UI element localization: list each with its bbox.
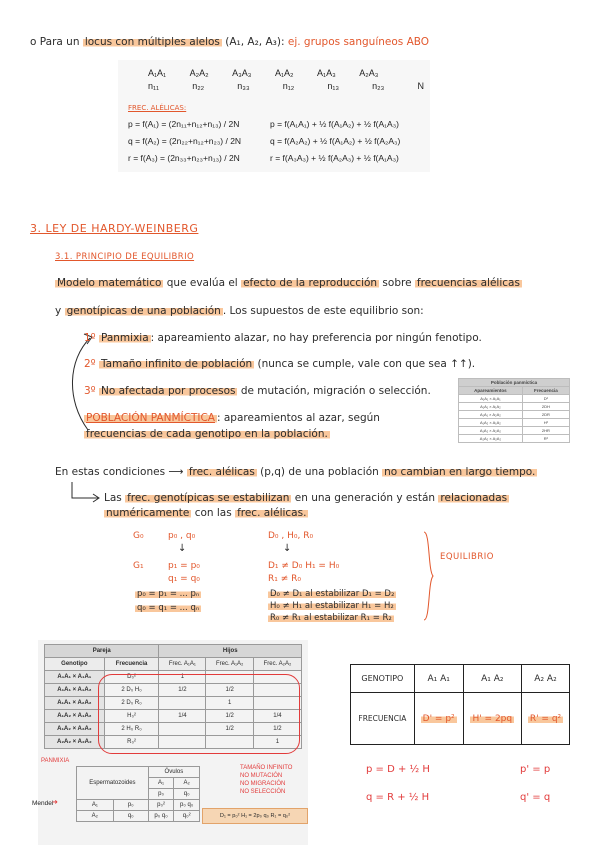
cross-table-panel bbox=[32, 640, 308, 845]
hl-allelic: frecuencias alélicas bbox=[416, 277, 520, 289]
cell: p₀ bbox=[113, 800, 148, 811]
eq-g0: G₀ bbox=[133, 531, 144, 541]
genotype-cell: A₁A₁ bbox=[148, 68, 167, 78]
hw-head: A₁ A₁ bbox=[414, 665, 463, 693]
cell: A₁ bbox=[77, 800, 114, 811]
eq-stab-2 bbox=[268, 601, 396, 611]
genotype-box bbox=[118, 60, 430, 172]
count-cell: n₃₃ bbox=[237, 81, 250, 91]
hl: No afectada por procesos bbox=[100, 385, 236, 397]
count-cell: n₁₁ bbox=[148, 81, 160, 91]
intro-text1: Para un bbox=[39, 36, 80, 48]
text: : apareamientos al azar, según bbox=[216, 412, 380, 424]
cell: 1/2 bbox=[159, 684, 206, 697]
eq-p bbox=[135, 589, 201, 599]
cell: 1/4 bbox=[159, 710, 206, 723]
cell: H² bbox=[522, 419, 569, 427]
hl: Panmixia bbox=[100, 332, 149, 344]
cell: R² bbox=[522, 435, 569, 443]
hl: numéricamente bbox=[106, 507, 190, 519]
formula: p = f(A₁) = (2n₁₁+n₁₂+n₁₃) / 2N bbox=[128, 119, 240, 129]
hl-effect: efecto de la reproducción bbox=[243, 277, 378, 289]
cell: p₀ q₀ bbox=[148, 811, 174, 822]
genotype-cell: A₁A₃ bbox=[317, 68, 336, 78]
sub-head: Genotipo bbox=[45, 658, 105, 671]
formula-q: q = R + ½ H bbox=[366, 792, 430, 803]
cell: 1/2 bbox=[206, 723, 254, 736]
hw-row-label: FRECUENCIA bbox=[351, 693, 415, 745]
text: y bbox=[55, 305, 62, 317]
cell: A₁A₂ × A₁A₂ bbox=[459, 419, 523, 427]
formula: r = f(A₃A₃) + ½ f(A₂A₃) + ½ f(A₁A₃) bbox=[270, 153, 399, 163]
cell: 1 bbox=[206, 697, 254, 710]
text: H₀ ≠ H₁ al estabilizar H₁ = H₂ bbox=[270, 601, 394, 611]
cell: Espermatozoides bbox=[77, 767, 149, 800]
cell: 1/4 bbox=[253, 710, 301, 723]
eq-r-g1-val1: D₁ ≠ D₀ H₁ = H₀ bbox=[268, 561, 340, 571]
genotype-row bbox=[148, 68, 418, 78]
count-cell: n₂₃ bbox=[372, 81, 385, 91]
genotype-cell: A₁A₂ bbox=[274, 68, 294, 78]
eq-q bbox=[135, 603, 201, 613]
text: de mutación, migración o selección. bbox=[240, 385, 431, 397]
formula: r = f(A₃) = (2n₃₃+n₂₃+n₁₃) / 2N bbox=[128, 153, 240, 163]
cell: A₁A₁ × A₁A₂ bbox=[459, 403, 523, 411]
condition: NO MUTACIÓN bbox=[240, 773, 283, 779]
cell: D² bbox=[522, 395, 569, 403]
sub-head: Frec. A₁A₂ bbox=[206, 658, 254, 671]
num: 1º bbox=[84, 332, 96, 344]
genotype-cell: A₂A₃ bbox=[359, 68, 379, 78]
formula: q = f(A₂) = (2n₂₂+n₁₂+n₂₃) / 2N bbox=[128, 136, 242, 146]
conditions-line3 bbox=[104, 507, 308, 519]
hw-value bbox=[522, 693, 570, 745]
genotype-cell: A₃A₃ bbox=[232, 68, 252, 78]
mini-title: Población panmíctica bbox=[459, 379, 570, 387]
eq-stab-3 bbox=[268, 613, 394, 623]
eq-r-g1-val2: R₁ ≠ R₀ bbox=[268, 574, 301, 584]
panmictic-line2 bbox=[84, 428, 330, 440]
hw-value bbox=[414, 693, 463, 745]
text: Las bbox=[104, 492, 122, 504]
mini-head: Apareamientos bbox=[459, 387, 523, 395]
hl: relacionadas bbox=[440, 492, 508, 504]
text: (p,q) de una población bbox=[260, 466, 379, 478]
brace-icon bbox=[422, 530, 436, 622]
condition: NO MIGRACIÓN bbox=[240, 781, 286, 787]
intro-alleles: (A₁, A₂, A₃): bbox=[225, 36, 285, 48]
formula-p: p = D + ½ H bbox=[366, 764, 430, 775]
count-row bbox=[148, 81, 424, 91]
num: 2º bbox=[84, 358, 96, 370]
hw-head: A₁ A₂ bbox=[463, 665, 521, 693]
hl: frec. alélicas. bbox=[237, 507, 307, 519]
text: En estas condiciones bbox=[55, 466, 166, 478]
cell: D₀² bbox=[104, 671, 159, 684]
head-pareja: Pareja bbox=[45, 645, 159, 658]
hw-conditions bbox=[240, 764, 292, 796]
text: frecuencias de cada genotipo en la población. bbox=[86, 428, 328, 440]
panmictic-mini-table bbox=[458, 378, 570, 443]
cell: 2 H₀ R₀ bbox=[104, 723, 159, 736]
mendel-table bbox=[76, 766, 200, 822]
down-arrow-icon: ↓ bbox=[178, 543, 187, 554]
formula: p = f(A₁A₁) + ½ f(A₁A₂) + ½ f(A₁A₃) bbox=[270, 119, 400, 129]
text: p₀ = p₁ = ... pₙ bbox=[137, 589, 200, 599]
cell: Óvulos bbox=[148, 767, 199, 778]
hw-head: A₂ A₂ bbox=[522, 665, 570, 693]
text: con las bbox=[194, 507, 232, 519]
text: que evalúa el bbox=[166, 277, 238, 289]
genotype-cell: A₂A₂ bbox=[189, 68, 209, 78]
mini-head: Frecuencia bbox=[522, 387, 569, 395]
intro-example: ej. grupos sanguíneos ABO bbox=[287, 36, 430, 48]
cell: 1/2 bbox=[206, 684, 254, 697]
sub-head: Frec. A₁A₁ bbox=[159, 658, 206, 671]
hl: Tamaño infinito de población bbox=[100, 358, 253, 370]
cell: A₁A₁ × A₁A₂ bbox=[45, 684, 105, 697]
hw-value bbox=[463, 693, 521, 745]
text: . Los supuestos de este equilibrio son: bbox=[222, 305, 424, 317]
result-box: D₁ = p₀² H₁ = 2p₀ q₀ R₁ = q₀² bbox=[202, 808, 308, 824]
cell: A₁A₂ × A₂A₂ bbox=[459, 427, 523, 435]
eq-stab-1 bbox=[268, 589, 396, 599]
count-cell: n₁₃ bbox=[327, 81, 340, 91]
cell: A₂ bbox=[77, 811, 114, 822]
hw-head: GENOTIPO bbox=[351, 665, 415, 693]
cell: 1 bbox=[159, 671, 206, 684]
text: q₀ = q₁ = ... qₙ bbox=[137, 603, 200, 613]
text: sobre bbox=[382, 277, 412, 289]
cell: A₁A₁ × A₂A₂ bbox=[45, 697, 105, 710]
text: (nunca se cumple, vale con que sea ↑↑). bbox=[257, 358, 476, 370]
formula-q2: q' = q bbox=[520, 792, 551, 803]
cell: q₀ bbox=[113, 811, 148, 822]
cell: p₀ bbox=[148, 789, 174, 800]
cell: 2DH bbox=[522, 403, 569, 411]
cell: q₀² bbox=[174, 811, 200, 822]
eq-g1-val2: q₁ = q₀ bbox=[168, 574, 200, 584]
panmictic-title: POBLACIÓN PANMÍCTICA bbox=[86, 412, 215, 424]
formula: q = f(A₂A₂) + ½ f(A₁A₂) + ½ f(A₂A₃) bbox=[270, 136, 401, 146]
cell: 1/2 bbox=[253, 723, 301, 736]
cell: 2 D₀ R₀ bbox=[104, 697, 159, 710]
text: H' = 2pq bbox=[472, 713, 513, 724]
cell: A₂A₂ × A₂A₂ bbox=[45, 736, 105, 749]
cell: R₀² bbox=[104, 736, 159, 749]
turn-arrow-icon bbox=[68, 482, 102, 504]
cell: A₁A₂ × A₁A₂ bbox=[45, 710, 105, 723]
freq-label: FREC. ALÉLICAS: bbox=[128, 104, 187, 112]
formula-p2: p' = p bbox=[520, 764, 551, 775]
text: R₀ ≠ R₁ al estabilizar R₁ = R₂ bbox=[270, 613, 392, 623]
head-hijos: Hijos bbox=[159, 645, 302, 658]
cell: A₁A₁ × A₂A₂ bbox=[459, 411, 523, 419]
down-arrow-icon: ↓ bbox=[283, 543, 292, 554]
text: : apareamiento alazar, no hay preferencia por ningún fenotipo. bbox=[150, 332, 482, 344]
hl: no cambian en largo tiempo. bbox=[384, 466, 536, 478]
text: R' = q² bbox=[529, 713, 562, 724]
cell: 1/2 bbox=[206, 710, 254, 723]
cell: 2DR bbox=[522, 411, 569, 419]
panmixia-outline bbox=[98, 674, 300, 754]
model-line1 bbox=[55, 277, 522, 289]
left-formulas bbox=[128, 116, 241, 167]
count-cell: n₁₂ bbox=[282, 81, 295, 91]
sub-head: Frecuencia bbox=[104, 658, 159, 671]
hl-model: Modelo matemático bbox=[57, 277, 162, 289]
count-cell: N bbox=[417, 81, 424, 91]
mendel-label: Mendel bbox=[32, 800, 54, 807]
eq-g0-val: p₀ , q₀ bbox=[168, 531, 196, 541]
cell: A₂A₂ × A₂A₂ bbox=[459, 435, 523, 443]
cell: q₀ bbox=[174, 789, 200, 800]
right-formulas bbox=[270, 116, 400, 167]
cell: A₁ bbox=[148, 778, 174, 789]
intro-line bbox=[30, 36, 429, 48]
condition: NO SELECCIÓN bbox=[240, 789, 286, 795]
num: 3º bbox=[84, 385, 96, 397]
hl: frec. alélicas bbox=[188, 466, 255, 478]
eq-g1-val1: p₁ = p₀ bbox=[168, 561, 200, 571]
cell: A₁A₂ × A₂A₂ bbox=[45, 723, 105, 736]
assumption-2 bbox=[84, 358, 475, 370]
model-line2 bbox=[55, 305, 424, 317]
cell: A₁A₁ × A₁A₁ bbox=[459, 395, 523, 403]
eq-r-g0-val: D₀ , H₀, R₀ bbox=[268, 531, 314, 541]
bullet: o bbox=[30, 36, 37, 48]
intro-locus: locus con múltiples alelos bbox=[84, 36, 220, 48]
text: D' = p² bbox=[422, 713, 455, 724]
conditions-line2 bbox=[104, 492, 509, 504]
assumption-3 bbox=[84, 385, 431, 397]
conditions-line1 bbox=[55, 466, 537, 478]
hl-genotypic: genotípicas de una población bbox=[66, 305, 221, 317]
hw-table bbox=[350, 664, 570, 745]
equilibrium-label: EQUILIBRIO bbox=[440, 552, 494, 562]
cell: 2HR bbox=[522, 427, 569, 435]
condition: TAMAÑO INFINITO bbox=[240, 765, 293, 771]
section-subtitle: 3.1. PRINCIPIO DE EQUILIBRIO bbox=[55, 252, 195, 262]
section-title: 3. LEY DE HARDY-WEINBERG bbox=[30, 222, 199, 235]
cell: A₁A₁ × A₁A₁ bbox=[45, 671, 105, 684]
arrow-right-icon: ➜ bbox=[52, 798, 58, 806]
cell: p₀ q₀ bbox=[174, 800, 200, 811]
cell: A₂ bbox=[174, 778, 200, 789]
sub-head: Frec. A₂A₂ bbox=[253, 658, 301, 671]
assumption-1 bbox=[84, 332, 482, 344]
arrow-right-icon: ⟶ bbox=[168, 466, 184, 478]
cell: H₀² bbox=[104, 710, 159, 723]
text: D₀ ≠ D₁ al estabilizar D₁ = D₂ bbox=[270, 589, 395, 599]
text: en una generación y están bbox=[294, 492, 436, 504]
panmictic-line1 bbox=[84, 412, 380, 424]
hl: frec. genotípicas se estabilizan bbox=[127, 492, 290, 504]
panmixia-label: PANMIXIA bbox=[41, 758, 70, 764]
cell: 1 bbox=[253, 736, 301, 749]
count-cell: n₂₂ bbox=[192, 81, 205, 91]
cell: p₀² bbox=[148, 800, 174, 811]
eq-g1: G₁ bbox=[133, 561, 144, 571]
cell: 2 D₀ H₀ bbox=[104, 684, 159, 697]
